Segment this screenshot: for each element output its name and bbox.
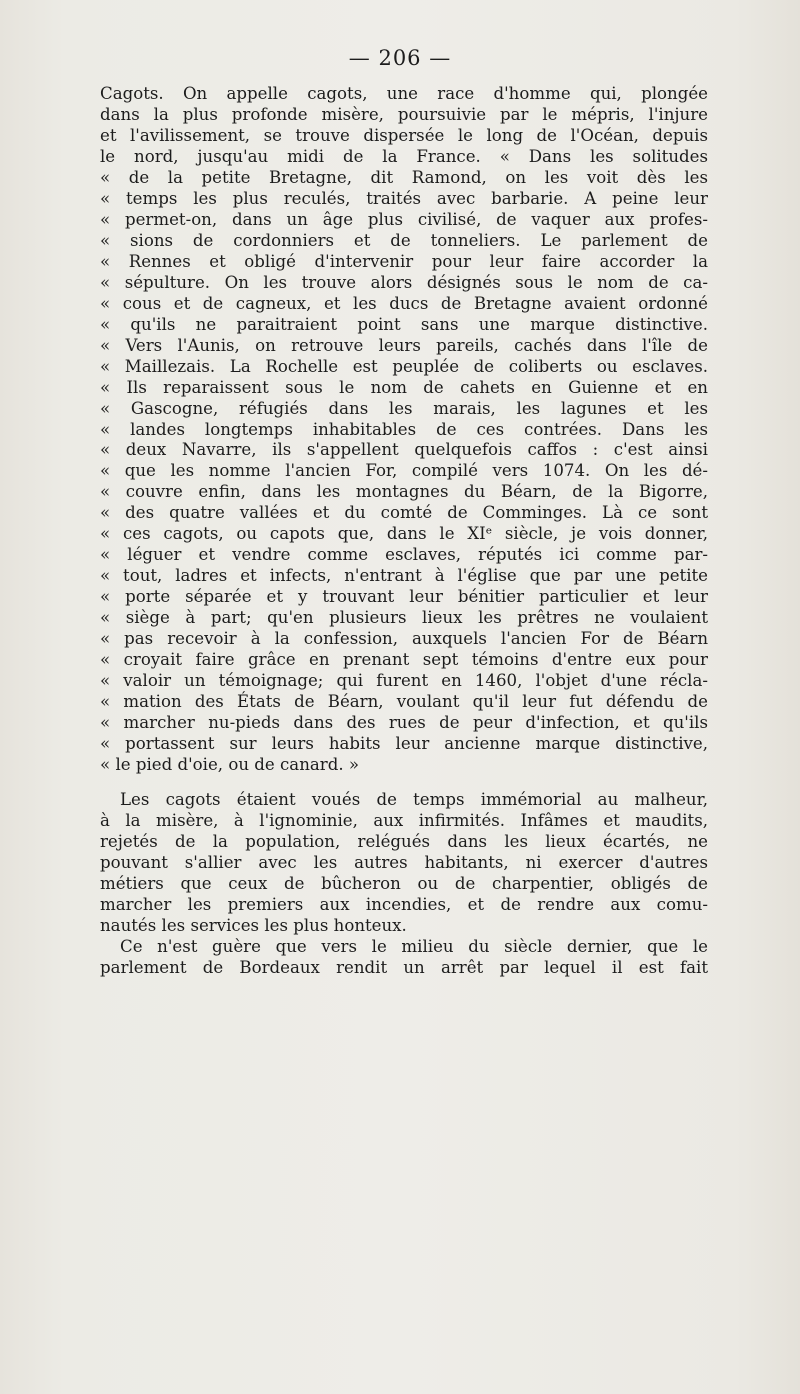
text-line: « qu'ils ne paraitraient point sans une marque distinctive. — [100, 315, 708, 336]
body-text — [100, 84, 708, 979]
text-line: « pas recevoir à la confession, auxquels l'ancien For de Béarn — [100, 629, 708, 650]
text-line: Cagots. On appelle cagots, une race d'homme qui, plongée — [100, 84, 708, 103]
text-line: « landes longtemps inhabitables de ces contrées. Dans les — [100, 420, 708, 441]
text-line: « Vers l'Aunis, on retrouve leurs pareils, cachés dans l'île de — [100, 336, 708, 357]
text-line: « cous et de cagneux, et les ducs de Bretagne avaient ordonné — [100, 294, 708, 315]
text-line: « tout, ladres et infects, n'entrant à l'église que par une petite — [100, 566, 708, 587]
text-line: « Rennes et obligé d'intervenir pour leur faire accorder la — [100, 252, 708, 273]
page-number: — 206 — — [348, 46, 452, 70]
text-line: « valoir un témoignage; qui furent en 1460, l'objet d'une récla- — [100, 671, 708, 692]
text-line: le nord, jusqu'au midi de la France. « Dans les solitudes — [100, 146, 708, 166]
text-line: « Maillezais. La Rochelle est peuplée de coliberts ou esclaves. — [100, 357, 708, 378]
text-line: « deux Navarre, ils s'appellent quelquefois caffos : c'est ainsi — [100, 440, 708, 461]
text-line: rejetés de la population, relégués dans les lieux écartés, ne — [100, 831, 708, 851]
text-line: et l'avilissement, se trouve dispersée le long de l'Océan, depuis — [100, 125, 708, 145]
text-line: « porte séparée et y trouvant leur bénitier particulier et leur — [100, 587, 708, 608]
text-line: « mation des États de Béarn, voulant qu'il leur fut défendu de — [100, 692, 708, 713]
text-line: « des quatre vallées et du comté de Comminges. Là ce sont — [100, 503, 708, 524]
text-line: Les cagots étaient voués de temps immémorial au malheur, — [120, 789, 708, 809]
text-line: « léguer et vendre comme esclaves, réputés ici comme par- — [100, 545, 708, 566]
text-line: « le pied d'oie, ou de canard. » — [100, 755, 708, 776]
text-line: pouvant s'allier avec les autres habitants, ni exercer d'autres — [100, 852, 708, 872]
text-line: « temps les plus reculés, traités avec barbarie. A peine leur — [100, 189, 708, 210]
text-line: à la misère, à l'ignominie, aux infirmités. Infâmes et maudits, — [100, 810, 708, 830]
text-line: nautés les services les plus honteux. — [100, 915, 407, 935]
text-line: « marcher nu-pieds dans des rues de peur d'infection, et qu'ils — [100, 713, 708, 734]
paragraph-gap — [100, 776, 708, 790]
text-line: Ce n'est guère que vers le milieu du siècle dernier, que le — [120, 936, 708, 956]
text-line: « siège à part; qu'en plusieurs lieux les prêtres ne voulaient — [100, 608, 708, 629]
text-line: « sépulture. On les trouve alors désignés sous le nom de ca- — [100, 273, 708, 294]
text-line: dans la plus profonde misère, poursuivie par le mépris, l'injure — [100, 104, 708, 124]
text-line: « Gascogne, réfugiés dans les marais, les lagunes et les — [100, 399, 708, 420]
text-line: parlement de Bordeaux rendit un arrêt par lequel il est fait — [100, 957, 708, 977]
text-line: « Ils reparaissent sous le nom de cahets en Guienne et en — [100, 378, 708, 399]
text-line: métiers que ceux de bûcheron ou de charpentier, obligés de — [100, 873, 708, 893]
text-line: « croyait faire grâce en prenant sept témoins d'entre eux pour — [100, 650, 708, 671]
text-line: « permet-on, dans un âge plus civilisé, de vaquer aux profes- — [100, 210, 708, 231]
text-line: « portassent sur leurs habits leur ancienne marque distinctive, — [100, 734, 708, 755]
text-line: « de la petite Bretagne, dit Ramond, on les voit dès les — [100, 168, 708, 189]
text-line: marcher les premiers aux incendies, et de rendre aux comu- — [100, 894, 708, 914]
text-line: « que les nomme l'ancien For, compilé vers 1074. On les dé- — [100, 461, 708, 482]
text-line: « ces cagots, ou capots que, dans le XIᵉ siècle, je vois donner, — [100, 524, 708, 545]
text-line: « sions de cordonniers et de tonneliers. Le parlement de — [100, 231, 708, 252]
text-line: « couvre enfin, dans les montagnes du Béarn, de la Bigorre, — [100, 482, 708, 503]
